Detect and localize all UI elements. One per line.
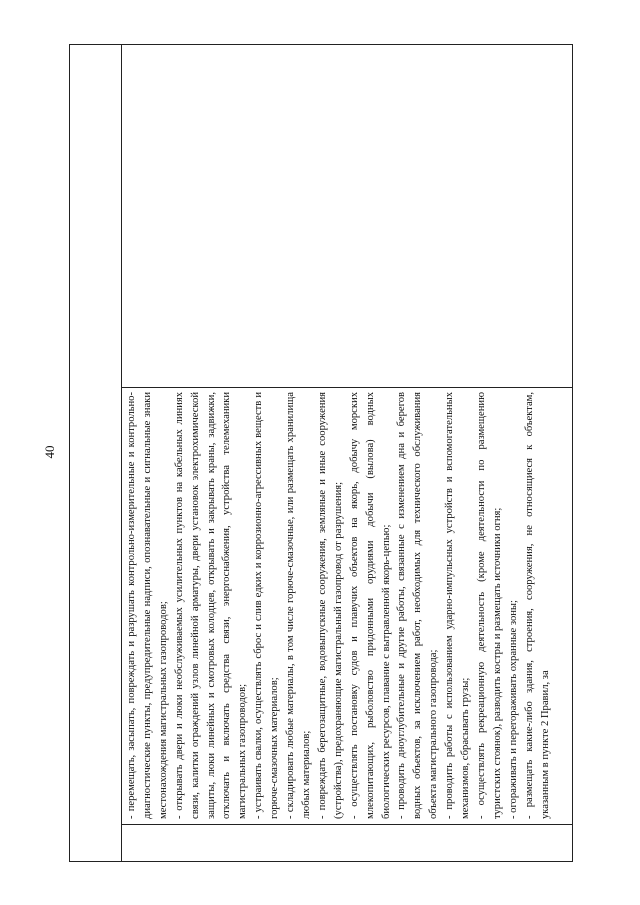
prohibition-item: - размещать какие-либо здания, строения, сооружения, не относящиеся к объектам, указанным в пункте 2 Правил, за (523, 392, 551, 819)
table-cell-prohibitions (122, 387, 572, 824)
rotated-page (69, 44, 573, 862)
prohibition-item: - устраивать свалки, осуществлять сброс и слив едких и коррозионно-агрессивных веществ и горюче-смазочных материалов; (253, 392, 281, 819)
table-body-row (122, 45, 572, 861)
table-header-row (70, 45, 122, 861)
table-cell-number (122, 824, 572, 861)
prohibition-item: - проводить дноуглубительные и другие работы, связанные с изменением дна и берегов водных объектов, за исключением работ, необходимых для технического обслуживания объекта магистрального газопровода; (396, 392, 440, 819)
prohibition-item: - осуществлять рекреационную деятельность (кроме деятельности по размещению туристских стоянок), разводить костры и размещать источники огня; (475, 392, 503, 819)
prohibition-item: - перемещать, засыпать, повреждать и разрушать контрольно-измерительные и контрольно-диагностические пункты, предупредительные надписи, опознавательные и сигнальные знаки местонахождения магистральных газопроводов; (126, 392, 169, 819)
prohibition-item: - складировать любые материалы, в том числе горюче-смазочные, или размещать хранилища любых материалов; (285, 392, 312, 819)
prohibition-item: - открывать двери и люки необслуживаемых усилительных пунктов на кабельных линиях связи, калитки ограждений узлов линейной арматуры, двери установок электрохимической защиты, люки линейных и смотровых колодцев, открывать и закрывать краны, задвижки, отключать и включать средства связи, энергоснабжения, устройства телемеханики магистральных газопроводов; (173, 392, 249, 819)
prohibition-item: - проводить работы с использованием ударно-импульсных устройств и вспомогательных механизмов, сбрасывать грузы; (444, 392, 472, 819)
prohibition-item: - осуществлять постановку судов и плавучих объектов на якорь, добычу морских млекопитающих, рыболовство придонными орудиями добычи (вылова) водных биологических ресурсов, плавание с вытравленной якорь-цепью; (348, 392, 392, 819)
document-table (69, 44, 573, 862)
prohibition-item: - огораживать и перегораживать охранные зоны; (507, 600, 519, 819)
prohibition-item: - повреждать берегозащитные, водовыпускные сооружения, земляные и иные сооружения (устройства), предохраняющие магистральный газопровод от разрушения; (316, 392, 344, 819)
table-cell-notes (122, 45, 572, 387)
page-number: 40 (42, 445, 57, 459)
